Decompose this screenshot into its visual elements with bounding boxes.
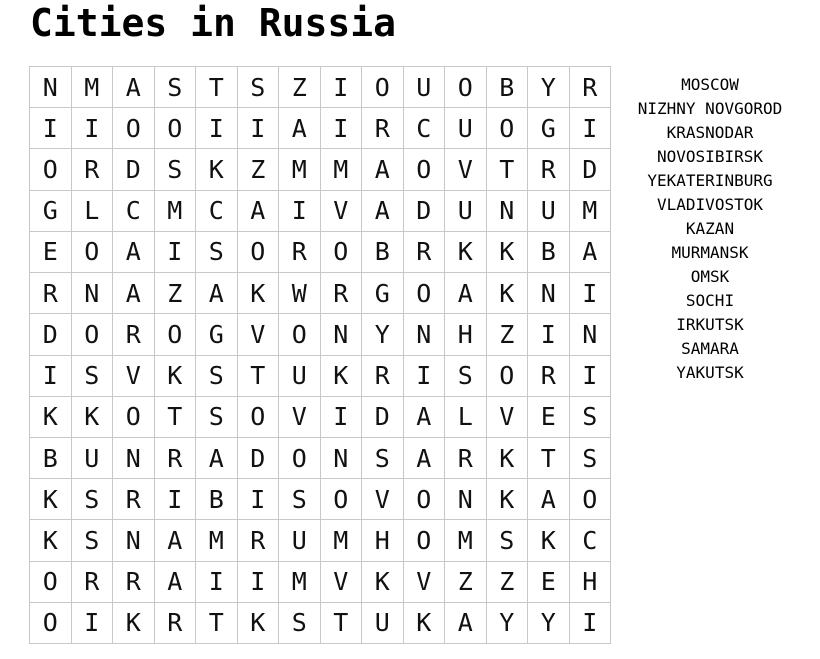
grid-cell[interactable]: S	[362, 438, 404, 479]
grid-cell[interactable]: A	[113, 232, 155, 273]
grid-cell[interactable]: R	[279, 232, 321, 273]
grid-cell[interactable]: K	[72, 397, 114, 438]
grid-cell[interactable]: I	[196, 562, 238, 603]
grid-cell[interactable]: U	[72, 438, 114, 479]
grid-cell[interactable]: O	[30, 149, 72, 190]
grid-cell[interactable]: Y	[487, 603, 529, 644]
word-list-item: NIZHNY NOVGOROD	[637, 99, 783, 118]
grid-cell[interactable]: U	[528, 191, 570, 232]
word-list-item: SOCHI	[685, 291, 735, 310]
grid-cell[interactable]: M	[445, 520, 487, 561]
grid-cell[interactable]: O	[487, 356, 529, 397]
grid-cell[interactable]: S	[570, 438, 612, 479]
grid-cell[interactable]: R	[238, 520, 280, 561]
grid-cell[interactable]: O	[404, 149, 446, 190]
grid-cell[interactable]: O	[238, 397, 280, 438]
grid-cell[interactable]: A	[570, 232, 612, 273]
grid-cell[interactable]: S	[279, 603, 321, 644]
grid-cell[interactable]: I	[570, 603, 612, 644]
grid-cell[interactable]: Z	[238, 149, 280, 190]
grid-cell[interactable]: I	[404, 356, 446, 397]
grid-cell[interactable]: Y	[362, 314, 404, 355]
grid-cell[interactable]: V	[238, 314, 280, 355]
grid-cell[interactable]: I	[155, 479, 197, 520]
word-list	[620, 73, 800, 385]
grid-cell[interactable]: K	[528, 520, 570, 561]
grid-cell[interactable]: S	[487, 520, 529, 561]
grid-cell[interactable]: N	[321, 314, 363, 355]
grid-cell[interactable]: E	[528, 562, 570, 603]
grid-cell[interactable]: N	[30, 67, 72, 108]
grid-cell[interactable]: T	[487, 149, 529, 190]
word-list-item: KAZAN	[685, 219, 735, 238]
grid-cell[interactable]: U	[445, 191, 487, 232]
grid-cell[interactable]: A	[404, 397, 446, 438]
grid-cell[interactable]: K	[30, 479, 72, 520]
grid-cell[interactable]: Z	[445, 562, 487, 603]
grid-cell[interactable]: D	[570, 149, 612, 190]
grid-cell[interactable]: G	[30, 191, 72, 232]
grid-cell[interactable]: O	[238, 232, 280, 273]
grid-cell[interactable]: N	[528, 273, 570, 314]
grid-cell[interactable]: V	[404, 562, 446, 603]
grid-cell[interactable]: O	[279, 438, 321, 479]
grid-cell[interactable]: R	[155, 603, 197, 644]
grid-cell[interactable]: A	[155, 520, 197, 561]
grid-cell[interactable]: K	[404, 603, 446, 644]
grid-cell[interactable]: R	[113, 562, 155, 603]
word-list-item: OMSK	[690, 267, 730, 286]
grid-cell[interactable]: U	[362, 603, 404, 644]
grid-cell[interactable]: Z	[279, 67, 321, 108]
grid-cell[interactable]: O	[30, 562, 72, 603]
grid-cell[interactable]: V	[487, 397, 529, 438]
letter-grid[interactable]	[29, 66, 611, 644]
grid-cell[interactable]: R	[321, 273, 363, 314]
grid-cell[interactable]: N	[113, 438, 155, 479]
word-list-item: SAMARA	[681, 339, 739, 358]
grid-cell[interactable]: C	[196, 191, 238, 232]
grid-cell[interactable]: M	[279, 149, 321, 190]
grid-cell[interactable]: O	[362, 67, 404, 108]
grid-cell[interactable]: R	[30, 273, 72, 314]
grid-cell[interactable]: T	[321, 603, 363, 644]
grid-cell[interactable]: B	[196, 479, 238, 520]
grid-cell[interactable]: O	[113, 108, 155, 149]
grid-cell[interactable]: V	[113, 356, 155, 397]
grid-cell[interactable]: S	[155, 67, 197, 108]
grid-cell[interactable]: D	[404, 191, 446, 232]
grid-cell[interactable]: I	[155, 232, 197, 273]
grid-cell[interactable]: O	[30, 603, 72, 644]
grid-cell[interactable]: B	[528, 232, 570, 273]
grid-cell[interactable]: V	[321, 191, 363, 232]
word-list-item: MOSCOW	[681, 75, 739, 94]
grid-cell[interactable]: N	[72, 273, 114, 314]
grid-cell[interactable]: E	[30, 232, 72, 273]
grid-cell[interactable]: N	[570, 314, 612, 355]
word-list-item: YEKATERINBURG	[647, 171, 773, 190]
grid-cell[interactable]: B	[30, 438, 72, 479]
grid-cell[interactable]: M	[321, 149, 363, 190]
grid-cell[interactable]: S	[196, 356, 238, 397]
grid-cell[interactable]: G	[362, 273, 404, 314]
grid-cell[interactable]: C	[404, 108, 446, 149]
grid-cell[interactable]: S	[279, 479, 321, 520]
grid-cell[interactable]: O	[72, 232, 114, 273]
grid-cell[interactable]: K	[238, 273, 280, 314]
grid-cell[interactable]: O	[487, 108, 529, 149]
grid-cell[interactable]: A	[279, 108, 321, 149]
grid-cell[interactable]: K	[155, 356, 197, 397]
grid-cell[interactable]: S	[570, 397, 612, 438]
grid-cell[interactable]: K	[238, 603, 280, 644]
grid-cell[interactable]: S	[72, 356, 114, 397]
grid-cell[interactable]: I	[528, 314, 570, 355]
grid-cell[interactable]: N	[404, 314, 446, 355]
grid-cell[interactable]: A	[113, 273, 155, 314]
grid-cell[interactable]: I	[570, 108, 612, 149]
grid-cell[interactable]: T	[528, 438, 570, 479]
puzzle-title: Cities in Russia	[30, 1, 397, 45]
word-list-item: VLADIVOSTOK	[657, 195, 763, 214]
grid-cell[interactable]: S	[72, 479, 114, 520]
grid-cell[interactable]: R	[72, 562, 114, 603]
grid-cell[interactable]: A	[404, 438, 446, 479]
grid-cell[interactable]: V	[445, 149, 487, 190]
grid-cell[interactable]: S	[445, 356, 487, 397]
grid-cell[interactable]: I	[321, 397, 363, 438]
grid-cell[interactable]: I	[30, 356, 72, 397]
grid-cell[interactable]: I	[238, 479, 280, 520]
grid-cell[interactable]: A	[196, 438, 238, 479]
grid-cell[interactable]: H	[570, 562, 612, 603]
grid-cell[interactable]: O	[321, 479, 363, 520]
word-list-item: IRKUTSK	[676, 315, 744, 334]
grid-cell[interactable]: K	[445, 232, 487, 273]
grid-cell[interactable]: I	[196, 108, 238, 149]
grid-cell[interactable]: O	[155, 314, 197, 355]
grid-cell[interactable]: Z	[487, 314, 529, 355]
grid-cell[interactable]: U	[404, 67, 446, 108]
grid-cell[interactable]: Z	[487, 562, 529, 603]
grid-cell[interactable]: O	[570, 479, 612, 520]
grid-cell[interactable]: R	[72, 149, 114, 190]
grid-cell[interactable]: O	[404, 479, 446, 520]
grid-cell[interactable]: Y	[528, 67, 570, 108]
grid-cell[interactable]: A	[362, 191, 404, 232]
grid-cell[interactable]: V	[321, 562, 363, 603]
grid-cell[interactable]: A	[445, 273, 487, 314]
grid-cell[interactable]: A	[155, 562, 197, 603]
grid-cell[interactable]: G	[196, 314, 238, 355]
grid-cell[interactable]: A	[238, 191, 280, 232]
grid-cell[interactable]: N	[321, 438, 363, 479]
grid-cell[interactable]: H	[445, 314, 487, 355]
grid-cell[interactable]: U	[279, 356, 321, 397]
grid-cell[interactable]: I	[321, 67, 363, 108]
grid-cell[interactable]: K	[30, 520, 72, 561]
grid-cell[interactable]: I	[279, 191, 321, 232]
grid-cell[interactable]: I	[72, 108, 114, 149]
grid-cell[interactable]: A	[528, 479, 570, 520]
grid-cell[interactable]: C	[570, 520, 612, 561]
grid-cell[interactable]: V	[362, 479, 404, 520]
grid-cell[interactable]: O	[155, 108, 197, 149]
grid-cell[interactable]: L	[72, 191, 114, 232]
grid-cell[interactable]: R	[113, 479, 155, 520]
grid-cell[interactable]: Y	[528, 603, 570, 644]
grid-cell[interactable]: R	[528, 149, 570, 190]
grid-cell[interactable]: I	[30, 108, 72, 149]
grid-cell[interactable]: Z	[155, 273, 197, 314]
grid-cell[interactable]: A	[113, 67, 155, 108]
grid-cell[interactable]: D	[238, 438, 280, 479]
grid-cell[interactable]: R	[113, 314, 155, 355]
grid-cell[interactable]: S	[72, 520, 114, 561]
grid-cell[interactable]: K	[362, 562, 404, 603]
word-list-item: MURMANSK	[671, 243, 749, 262]
grid-cell[interactable]: T	[196, 603, 238, 644]
grid-cell[interactable]: N	[487, 191, 529, 232]
grid-cell[interactable]: I	[72, 603, 114, 644]
grid-cell[interactable]: K	[487, 232, 529, 273]
grid-cell[interactable]: I	[238, 562, 280, 603]
grid-cell[interactable]: D	[113, 149, 155, 190]
grid-cell[interactable]: L	[445, 397, 487, 438]
grid-cell[interactable]: M	[279, 562, 321, 603]
grid-cell[interactable]: V	[279, 397, 321, 438]
grid-cell[interactable]: S	[196, 232, 238, 273]
grid-cell[interactable]: M	[570, 191, 612, 232]
grid-cell[interactable]: W	[279, 273, 321, 314]
word-list-item: YAKUTSK	[676, 363, 744, 382]
word-list-item: KRASNODAR	[666, 123, 754, 142]
grid-cell[interactable]: B	[487, 67, 529, 108]
grid-cell[interactable]: N	[113, 520, 155, 561]
grid-cell[interactable]: R	[445, 438, 487, 479]
grid-cell[interactable]: T	[155, 397, 197, 438]
grid-cell[interactable]: K	[113, 603, 155, 644]
grid-cell[interactable]: N	[445, 479, 487, 520]
grid-cell[interactable]: R	[362, 108, 404, 149]
grid-cell[interactable]: H	[362, 520, 404, 561]
grid-cell[interactable]: O	[445, 67, 487, 108]
grid-cell[interactable]: U	[445, 108, 487, 149]
grid-cell[interactable]: R	[155, 438, 197, 479]
grid-cell[interactable]: A	[362, 149, 404, 190]
grid-cell[interactable]: O	[321, 232, 363, 273]
grid-cell[interactable]: I	[570, 273, 612, 314]
grid-cell[interactable]: I	[321, 108, 363, 149]
word-list-item: NOVOSIBIRSK	[657, 147, 763, 166]
grid-cell[interactable]: R	[362, 356, 404, 397]
grid-cell[interactable]: K	[196, 149, 238, 190]
grid-cell[interactable]: A	[445, 603, 487, 644]
grid-cell[interactable]: I	[570, 356, 612, 397]
grid-cell[interactable]: M	[155, 191, 197, 232]
grid-cell[interactable]: A	[196, 273, 238, 314]
grid-cell[interactable]: K	[321, 356, 363, 397]
grid-cell[interactable]: C	[113, 191, 155, 232]
grid-cell[interactable]: I	[238, 108, 280, 149]
grid-cell[interactable]: R	[528, 356, 570, 397]
grid-cell[interactable]: M	[321, 520, 363, 561]
grid-cell[interactable]: O	[404, 520, 446, 561]
grid-cell[interactable]: S	[155, 149, 197, 190]
grid-cell[interactable]: O	[279, 314, 321, 355]
grid-cell[interactable]: K	[30, 397, 72, 438]
grid-cell[interactable]: D	[362, 397, 404, 438]
grid-cell[interactable]: O	[404, 273, 446, 314]
grid-cell[interactable]: E	[528, 397, 570, 438]
grid-cell[interactable]: D	[30, 314, 72, 355]
grid-cell[interactable]: U	[279, 520, 321, 561]
grid-cell[interactable]: B	[362, 232, 404, 273]
grid-cell[interactable]: G	[528, 108, 570, 149]
grid-cell[interactable]: R	[570, 67, 612, 108]
grid-cell[interactable]: S	[196, 397, 238, 438]
grid-cell[interactable]: K	[487, 273, 529, 314]
grid-cell[interactable]: S	[238, 67, 280, 108]
grid-cell[interactable]: O	[113, 397, 155, 438]
grid-cell[interactable]: K	[487, 479, 529, 520]
grid-cell[interactable]: R	[404, 232, 446, 273]
grid-cell[interactable]: K	[487, 438, 529, 479]
grid-cell[interactable]: O	[72, 314, 114, 355]
grid-cell[interactable]: M	[196, 520, 238, 561]
grid-cell[interactable]: M	[72, 67, 114, 108]
grid-cell[interactable]: T	[238, 356, 280, 397]
grid-cell[interactable]: T	[196, 67, 238, 108]
